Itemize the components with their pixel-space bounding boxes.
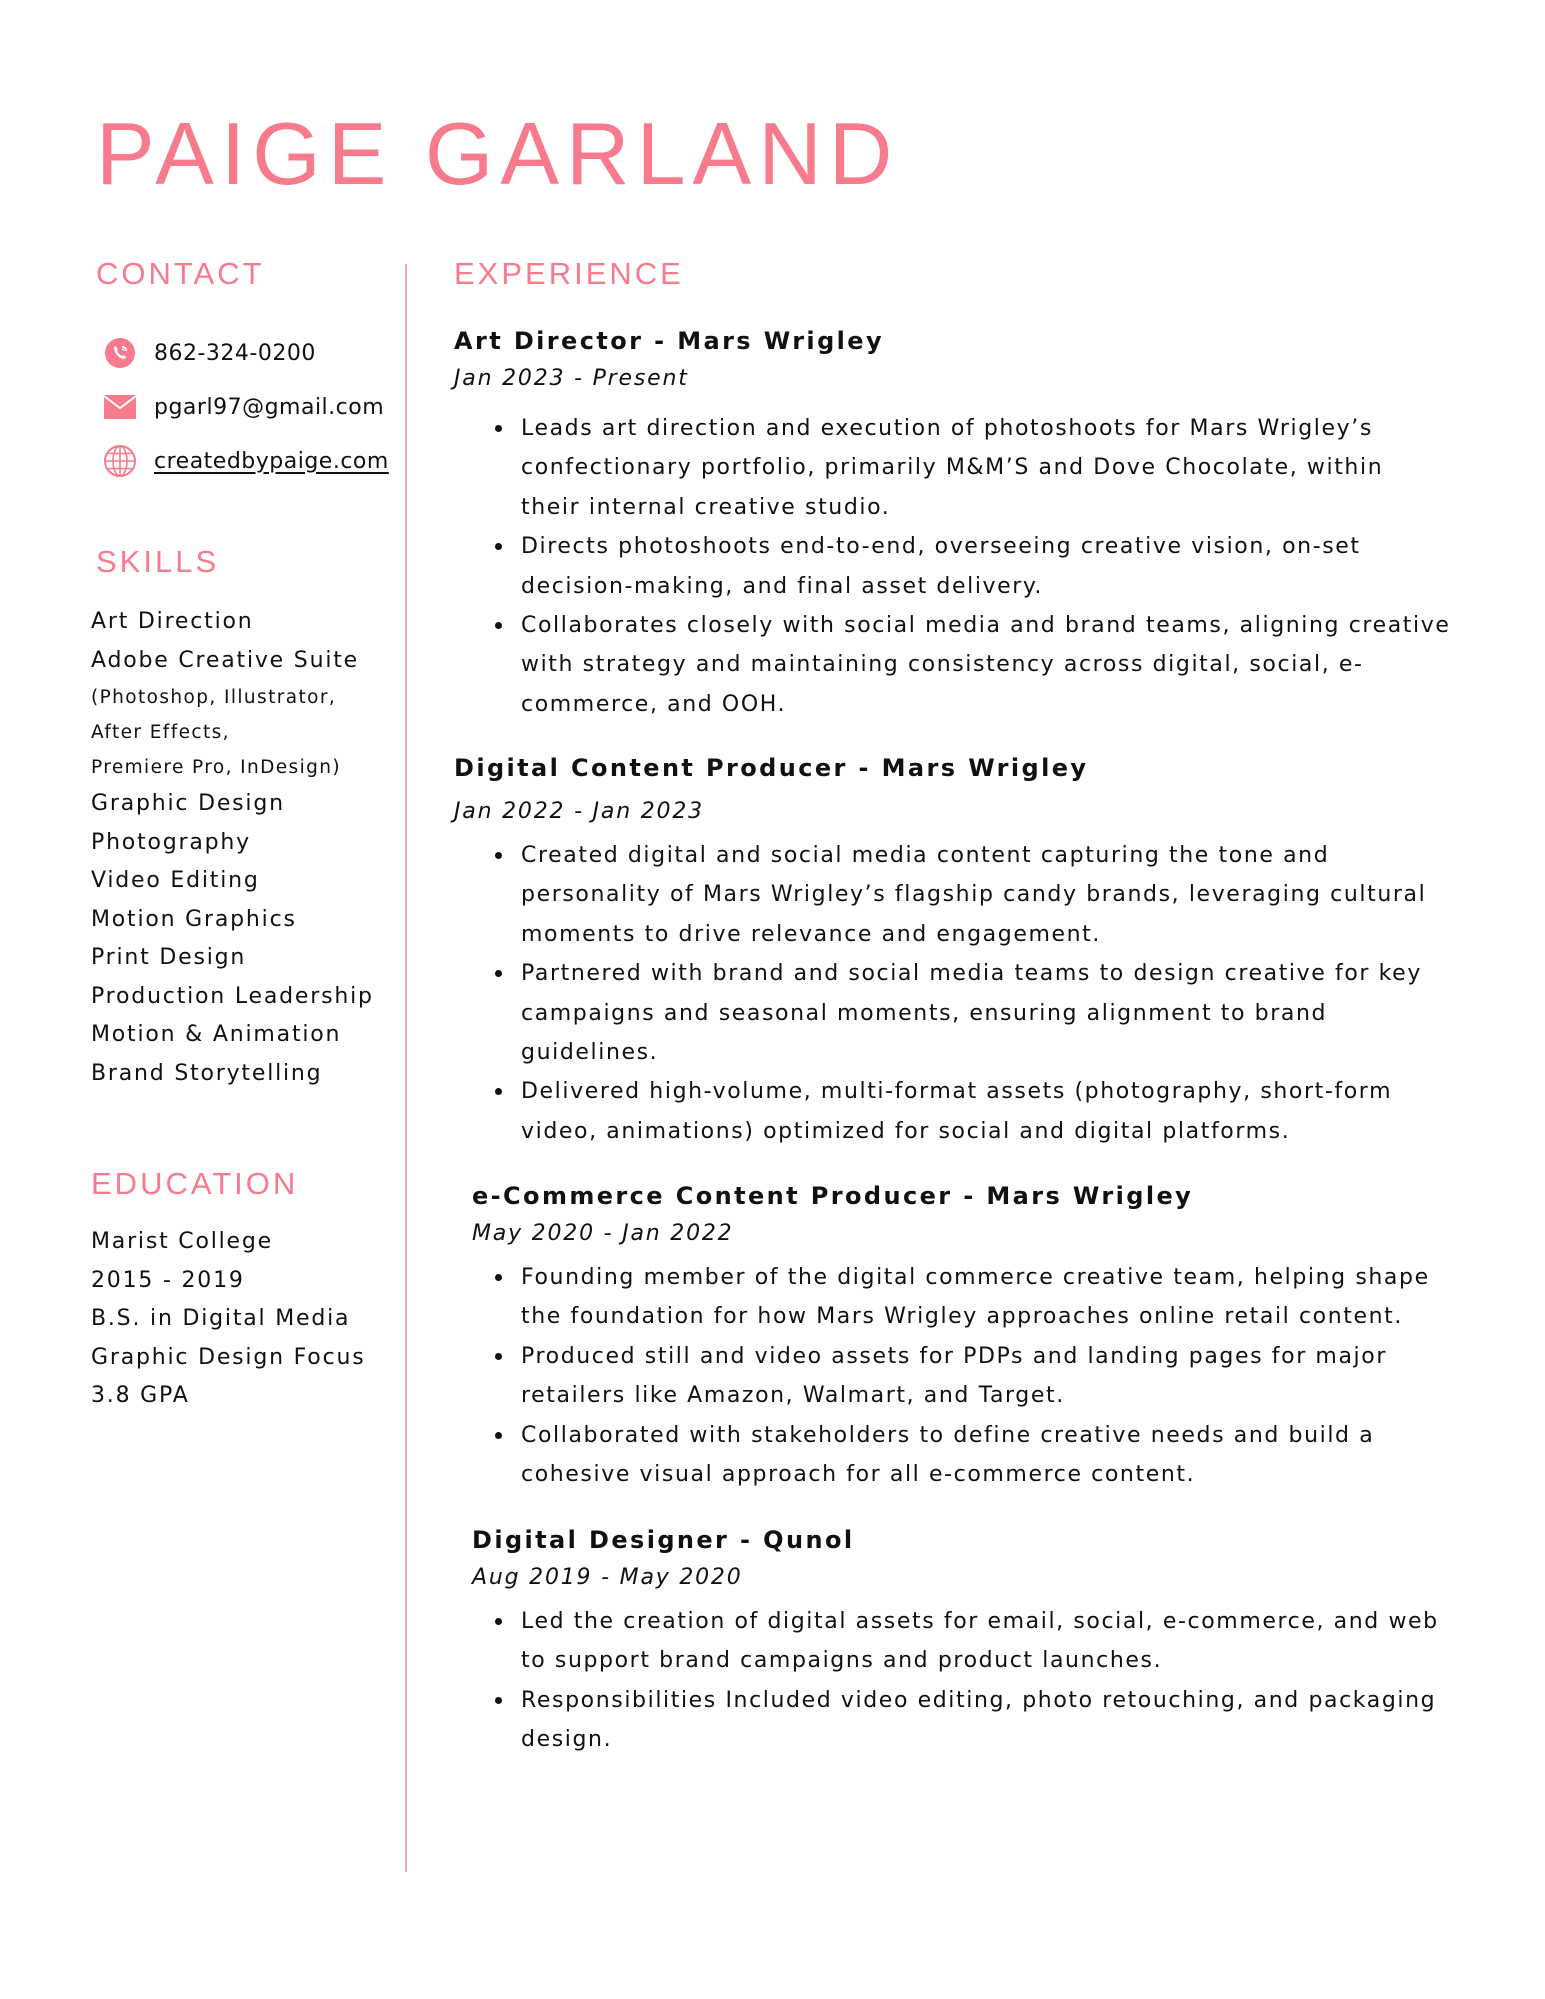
skill-item: Brand Storytelling (91, 1060, 323, 1086)
phone-icon (100, 333, 140, 373)
job-bullet: Led the creation of digital assets for email, social, e-commerce, and web to support brand campaigns and product launches. (521, 1602, 1451, 1681)
email-address[interactable]: pgarl97@gmail.com (154, 394, 385, 420)
skill-item: Video Editing (91, 868, 260, 893)
job-bullet: Delivered high-volume, multi-format assets (photography, short-form video, animations) optimized for social and digital platforms. (521, 1072, 1451, 1151)
phone-number: 862-324-0200 (154, 340, 316, 366)
website-link[interactable]: createdbypaige.com (154, 448, 389, 474)
job-bullet: Leads art direction and execution of photoshoots for Mars Wrigley’s confectionary portfolio, primarily M&M’S and Dove Chocolate, within their internal creative studio. (521, 409, 1451, 527)
education-heading: EDUCATION (91, 1166, 299, 1201)
skills-list (91, 603, 374, 1093)
job-bullet: Produced still and video assets for PDPs and landing pages for major retailers like Amazon, Walmart, and Target. (521, 1337, 1451, 1416)
skill-item: Photography (91, 829, 251, 855)
job-bullet: Collaborated with stakeholders to define creative needs and build a cohesive visual approach for all e-commerce content. (521, 1416, 1451, 1495)
job-title: e-Commerce Content Producer - Mars Wrigley (472, 1182, 1194, 1210)
job-bullet: Responsibilities Included video editing, photo retouching, and packaging design. (521, 1681, 1451, 1760)
skill-item: Adobe Creative Suite (91, 647, 359, 673)
job-dates: May 2020 - Jan 2022 (472, 1221, 734, 1246)
skill-item: Production Leadership (91, 983, 374, 1009)
job-bullets (521, 1602, 1482, 1760)
job-bullets (521, 409, 1464, 724)
job-entry (472, 1524, 1482, 1760)
job-entry (454, 325, 1464, 724)
job-title: Digital Designer - Qunol (472, 1526, 855, 1554)
education-item: B.S. in Digital Media (91, 1306, 351, 1331)
mail-icon (100, 387, 140, 427)
job-bullets (521, 836, 1464, 1151)
job-dates: Jan 2022 - Jan 2023 (454, 799, 704, 824)
contact-phone (100, 326, 389, 380)
education-item: Marist College (91, 1229, 273, 1254)
job-entry (472, 1180, 1482, 1494)
education-item: Graphic Design Focus (91, 1344, 366, 1370)
job-dates: Jan 2023 - Present (454, 366, 689, 391)
experience-heading: EXPERIENCE (454, 256, 684, 291)
skill-item: After Effects, (91, 722, 230, 743)
skill-item: Print Design (91, 945, 247, 970)
job-bullet: Directs photoshoots end-to-end, overseeing creative vision, on-set decision-making, and final asset delivery. (521, 527, 1451, 606)
column-divider (405, 264, 407, 1872)
education-item: 2015 - 2019 (91, 1267, 245, 1293)
job-bullet: Founding member of the digital commerce creative team, helping shape the foundation for how Mars Wrigley approaches online retail content. (521, 1258, 1451, 1337)
skill-item: Premiere Pro, InDesign) (91, 757, 341, 778)
contact-list (100, 326, 389, 488)
contact-website (100, 434, 389, 488)
skill-item: Motion Graphics (91, 906, 297, 932)
job-bullet: Created digital and social media content capturing the tone and personality of Mars Wrigley’s flagship candy brands, leveraging cultural moments to drive relevance and engagement. (521, 836, 1451, 954)
skill-item: (Photoshop, Illustrator, (91, 687, 337, 708)
skill-item: Art Direction (91, 609, 254, 634)
skills-heading: SKILLS (96, 544, 220, 579)
contact-email (100, 380, 389, 434)
contact-heading: CONTACT (96, 256, 265, 291)
education-item: 3.8 GPA (91, 1383, 190, 1408)
skill-item: Motion & Animation (91, 1022, 342, 1047)
job-title: Art Director - Mars Wrigley (454, 327, 884, 355)
job-bullets (521, 1258, 1482, 1494)
job-dates: Aug 2019 - May 2020 (472, 1565, 743, 1590)
job-bullet: Partnered with brand and social media teams to design creative for key campaigns and seasonal moments, ensuring alignment to brand guidelines. (521, 954, 1451, 1072)
job-bullet: Collaborates closely with social media and brand teams, aligning creative with strategy and maintaining consistency across digital, social, e-commerce, and OOH. (521, 606, 1451, 724)
job-title: Digital Content Producer - Mars Wrigley (454, 754, 1089, 782)
education-list (91, 1223, 365, 1416)
job-entry (454, 752, 1464, 1151)
skill-item: Graphic Design (91, 791, 285, 816)
globe-icon (100, 441, 140, 481)
resume-name: PAIGE GARLAND (96, 104, 900, 203)
